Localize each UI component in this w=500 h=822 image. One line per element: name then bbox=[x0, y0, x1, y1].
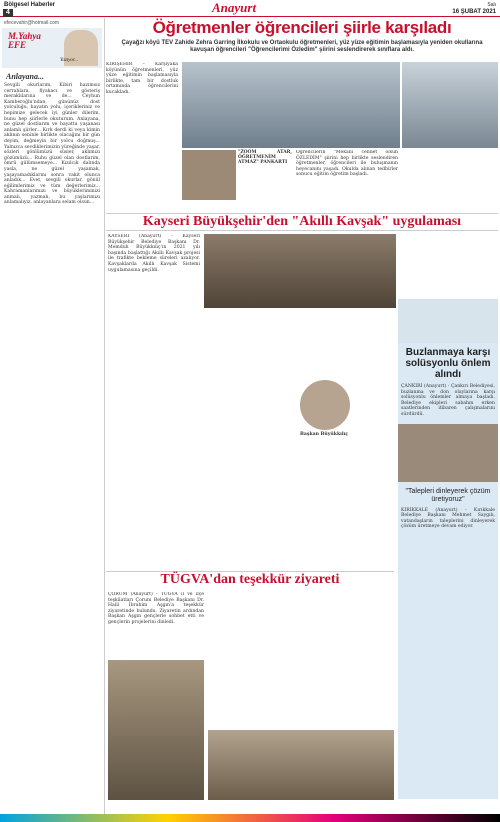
page-header bbox=[0, 0, 500, 17]
sidebar-box bbox=[398, 299, 498, 799]
column-left bbox=[0, 18, 105, 818]
author-email: efecevahir@hotmail.com bbox=[4, 20, 60, 26]
article-1-headline: Öğretmenler öğrencileri şiirle karşıladı bbox=[152, 18, 452, 37]
sidebar-body: ÇANKIRI (Anayurt) - Çankırı Belediyesi, buzlanma ve don olaylarına karşı solüsyonlu önlemler almaya başladı. Belediye ekipleri sabahın erken saatlerinden itibaren çalışmalarını sürdürdü. bbox=[401, 384, 495, 417]
article-2-headline: Kayseri Büyükşehir'den "Akıllı Kavşak" uygulaması bbox=[106, 213, 498, 231]
article-1-photo bbox=[182, 62, 400, 148]
article-3-headline: TÜGVA'dan teşekkür ziyareti bbox=[106, 571, 394, 588]
article-1-subhead: Çayağzı köyü TEV Zahide Zehra Garring İlkokulu ve Ortaokulu öğretmenleri, yüz yüze eğitimin başlamasıyla yeniden okullarına kavuşan öğrencileri "Öğrencilerimi Özledim" şiirini seslendirerek sınıflara aldı. bbox=[121, 40, 483, 53]
article-2-photo bbox=[204, 234, 396, 308]
section-label: Bölgesel Haberler bbox=[4, 2, 56, 8]
article-1-photo-caption: "ZOOM ATAR, ÖĞRETMENİM ATMAZ" PANKARTI bbox=[238, 150, 292, 165]
masthead-logo: Anayurt bbox=[212, 0, 257, 15]
article-2-body: KAYSERİ (Anayurt) - Kayseri Büyükşehir Belediye Başkanı Dr. Memduh Büyükkılıç'ın 2021 yılı başında başlattığı Akıllı Kavşak projesi ile trafikte bekleme süreleri azalıyor. Kavşaklarda Akıllı Kavşak Sistemi uygulamasına geçildi. bbox=[108, 234, 200, 273]
author-tagline: Yazıyor... bbox=[60, 58, 79, 63]
sidebar-photo-2 bbox=[398, 424, 498, 482]
article-1-body: Öğrencilerin "Mekanı cennet olsun ÖZLEDİM" şiirini hep birlikte seslendiren öğretmenler, öğrencileri ile buluşmanın heyecanını yaşadı. Okulda alınan tedbirler sonucu eğitim öğretim başladı. bbox=[296, 150, 398, 178]
article-1-photo-right bbox=[402, 62, 498, 148]
weekday: Salı bbox=[487, 2, 496, 8]
article-3-photo bbox=[108, 660, 204, 800]
cmyk-color-strip bbox=[0, 814, 500, 822]
author-first-name: M.Yahya bbox=[8, 31, 41, 41]
page-number: 4 bbox=[3, 9, 13, 17]
author-name bbox=[8, 32, 41, 50]
author-last-name: EFE bbox=[8, 40, 27, 50]
date: 16 ŞUBAT 2021 bbox=[452, 9, 496, 15]
article-1-photo-small bbox=[182, 150, 236, 200]
article-1-lead: KIRIŞEHİR – Karşıyaka köyünün öğretmenleri, yüz yüze eğitimin başlamasıyla birlikte, tam bir dostluk ortamında öğrencilerini kucakladı. bbox=[106, 62, 178, 95]
sidebar-photo-caption: "Talepleri dinleyerek çözüm üretiyoruz" bbox=[405, 487, 491, 503]
sidebar-body-2: KIRIKKALE (Anayurt) - Kırıkkale Belediye Başkanı Mehmet Saygılı, vatandaşların taleplerini dinleyerek çözüm üretmeye devam ediyor. bbox=[401, 507, 495, 530]
article-2-portrait bbox=[300, 380, 350, 430]
sidebar-photo-1 bbox=[398, 299, 498, 343]
article-3-photo-2 bbox=[208, 730, 394, 800]
sidebar-headline: Buzlanmaya karşı solüsyonlu önlem alındı bbox=[405, 347, 491, 380]
column-title: Anlayana... bbox=[6, 72, 45, 81]
author-box bbox=[2, 28, 102, 68]
column-body: Sevgili okurlarım, Kibiri hazımsız cerrahlara, fiyakacı ve gösteriş meraklılarına ve de... Ceyhun Kamberoğlu'ndan, gününüz dost yolculuğu, hayatın yolu, içerikleriniz ve hepimize gelecek iyi günler dilerim, bunu hep şiirlerle okuturum. Anlayana, ne güzel dostlarım ve hayatta yaşanası anlamlı şiirler... Kırk derdi ki veya kimin aklının seninle birlikte olacağını bir gün deyim, değmeyin bir yolcu doğmuş... Yalnızca sevdiklerimizin yüreğinde yaşar, sözleri gönlümüzü süsler, aklımızı gözümüzü... Ruhu güzel olan dostlarım, ömrü gülümsemeye... Kızılcık dalında yasla, ne güzel yaşamak, yaşayamadıklarını sonra vakit olunca anladık... Evet, sevgili okurlar, gönül eğilimlerimiz ve tüm değerlerimiz... Kahramanlarımızı ve büyükleriminizi anmalı, yazmalı, bu yaşlarımızı anlamalıyız, anlayanlara selam olsun... bbox=[4, 83, 100, 206]
article-2-portrait-caption: Başkan Büyükkılıç bbox=[300, 432, 349, 437]
article-1 bbox=[106, 18, 498, 57]
article-3-body: ÇORUM (Anayurt) - TÜGVA il ve ilçe teşkilatları Çorum Belediye Başkanı Dr. Halil İbrahim Aşgın'a teşekkür ziyaretinde bulundu. Ziyaretin ardından Başkan Aşgın gençlerle sohbet etti ve gençlerin projelerini dinledi. bbox=[108, 592, 204, 625]
